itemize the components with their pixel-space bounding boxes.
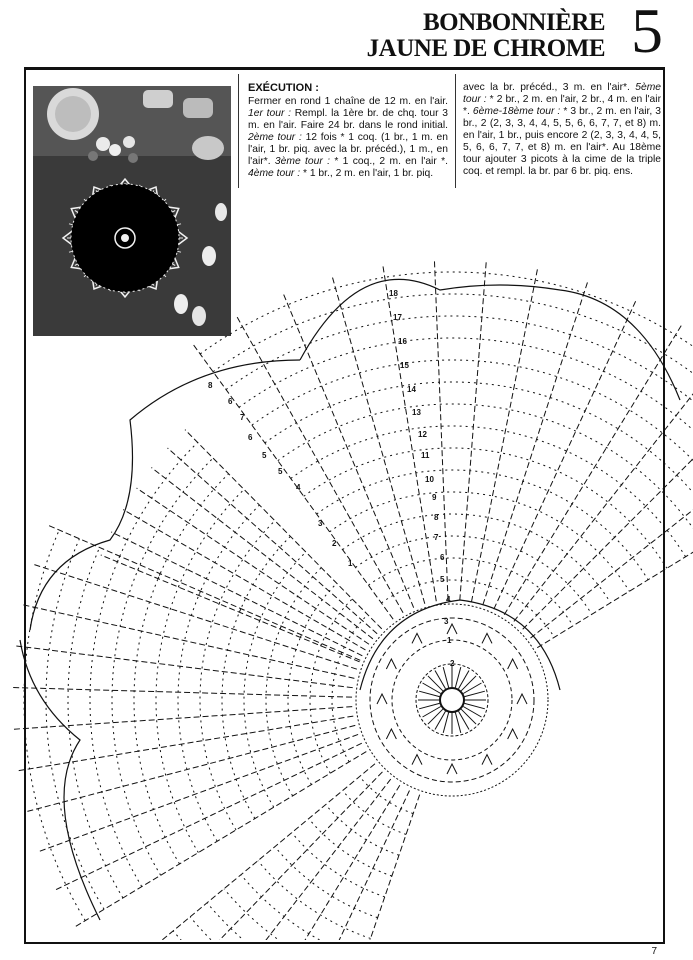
column-divider-2 — [455, 74, 456, 188]
main-arm-round-label: 2 — [450, 659, 455, 668]
left-arm-round-label: 7 — [240, 413, 245, 422]
main-arm-round-label: 10 — [425, 475, 434, 484]
left-arm-round-label: 5 — [262, 451, 267, 460]
top-rule — [24, 67, 665, 70]
main-arm-round-label: 15 — [400, 361, 409, 370]
page-number: 7 — [651, 946, 657, 957]
instruction-col1-run: * 1 coq., 2 m. en l'air *. — [329, 156, 448, 167]
main-arm-round-label: 11 — [421, 451, 430, 460]
diagram-stitches — [12, 260, 693, 940]
main-arm-round-label: 12 — [418, 430, 427, 439]
title-line-1: BONBONNIÈRE — [422, 9, 605, 36]
instruction-col2-run: * 2 br., 2 m. en l'air, 2 br., 4 m. en l'air *. — [463, 94, 661, 117]
left-arm-round-label: 3 — [318, 519, 323, 528]
column-divider-1 — [238, 74, 239, 188]
instructions-text-1 — [248, 96, 448, 179]
bottom-rule — [24, 942, 665, 944]
instruction-col2-run: 6ème-18ème tour : — [472, 106, 561, 117]
instructions-column-2 — [463, 82, 661, 178]
instructions-column-1 — [248, 82, 448, 180]
instruction-col2-run: avec la br. précéd., 3 m. en l'air*. — [463, 82, 636, 93]
diagram-round-labels — [208, 289, 455, 668]
main-arm-round-label: 4 — [446, 595, 451, 604]
instruction-col2-run: 5ème tour : — [463, 82, 661, 105]
main-arm-round-label: 17 — [393, 313, 402, 322]
crochet-diagram — [0, 250, 693, 940]
main-arm-round-label: 8 — [434, 513, 439, 522]
left-arm-round-label: 5 — [278, 467, 283, 476]
instructions-text-2 — [463, 82, 661, 177]
main-arm-round-label: 6 — [440, 553, 445, 562]
main-arm-round-label: 5 — [440, 575, 445, 584]
instruction-col1-run: 2ème tour : — [248, 132, 302, 143]
main-arm-round-label: 18 — [389, 289, 398, 298]
main-arm-round-label: 1 — [447, 636, 452, 645]
instruction-col2-run: * 3 br., 2 m. en l'air, 3 br., 2 (2, 3, 3, 4, 4, 5, 5, 6, 6, 7, 7, et 8) m. en l'air, 1 br., puis encore 2 (2, 3, 3, 4, 4, 5, 5, 6, 6, 7, 7, et 8) m. en l'air*. Au 18ème tour ajouter 3 picots à la cime de la triple coq. et rempl. la br. par 6 br. piq. ens. — [463, 106, 661, 177]
instruction-col1-run: Rempl. la 1ère br. de chq. tour 3 m. en l'air. Faire 24 br. dans le rond initial. — [248, 108, 448, 131]
left-arm-round-label: 6 — [228, 397, 233, 406]
main-arm-round-label: 3 — [444, 617, 449, 626]
instruction-col1-run: 12 fois * 1 coq. (1 br., 1 m. en l'air, 1 br. piq. avec la br. précéd.), 1 m., en l'air*. — [248, 132, 448, 167]
left-arm-round-label: 1 — [348, 559, 353, 568]
main-arm-round-label: 14 — [407, 385, 416, 394]
issue-number: 5 — [631, 0, 663, 66]
left-arm-round-label: 6 — [248, 433, 253, 442]
main-arm-round-label: 9 — [432, 493, 437, 502]
left-arm-round-label: 4 — [296, 483, 301, 492]
main-arm-round-label: 7 — [434, 533, 439, 542]
instruction-col1-run: Fermer en rond 1 chaîne de 12 m. en l'air. — [248, 96, 448, 107]
instruction-col1-run: * 1 br., 2 m. en l'air, 1 br. piq. — [300, 168, 434, 179]
instructions-heading: EXÉCUTION : — [248, 82, 319, 94]
title-line-2: JAUNE DE CHROME — [366, 35, 605, 62]
main-arm-round-label: 16 — [398, 337, 407, 346]
left-arm-round-label: 2 — [332, 539, 337, 548]
main-arm-round-label: 13 — [412, 408, 421, 417]
instruction-col1-run: 4ème tour : — [248, 168, 301, 179]
instruction-col1-run: 1er tour : — [248, 108, 291, 119]
left-arm-round-label: 8 — [208, 381, 213, 390]
instruction-col1-run: 3ème tour : — [274, 156, 330, 167]
